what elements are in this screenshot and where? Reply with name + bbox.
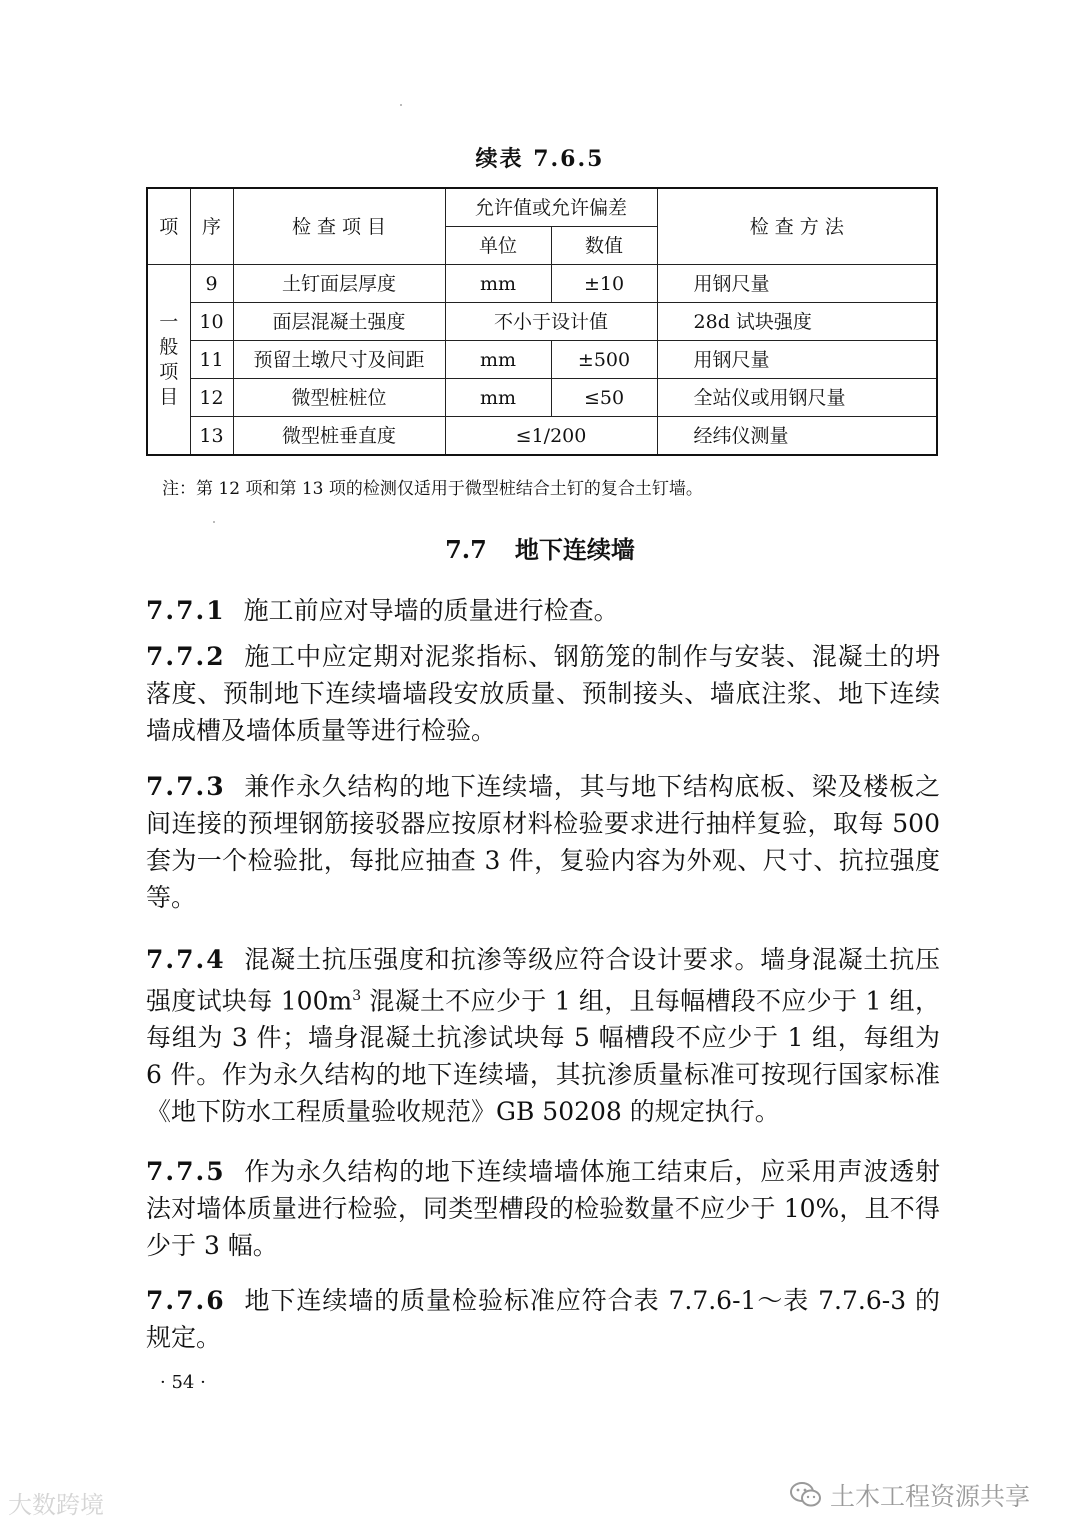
watermark-text: 土木工程资源共享 — [830, 1482, 1031, 1511]
table-title: 续表 7.6.5 — [475, 146, 605, 172]
wechat-icon — [790, 1481, 822, 1509]
table-note: 注：第 12 项和第 13 项的检测仅适用于微型桩结合土钉的复合土钉墙。 — [162, 479, 703, 499]
clause-paragraph — [146, 1153, 940, 1264]
header-allowed: 允许值或允许偏差 — [445, 188, 657, 227]
row-unit: mm — [445, 379, 551, 417]
header-unit: 单位 — [445, 227, 551, 265]
clause-paragraph — [146, 1282, 940, 1356]
clause-text: 作为永久结构的地下连续墙墙体施工结束后，应采用声波透射法对墙体质量进行检验，同类型槽段的检验数量不应少于 10%，且不得少于 3 幅。 — [146, 1157, 940, 1260]
clause-text-b: 混凝土不应少于 1 组，且每幅槽段不应少于 1 组，每组为 3 件；墙身混凝土抗渗试块每 5 幅槽段不应少于 1 组，每组为 6 件。作为永久结构的地下连续墙，其抗渗质量标准可按现行国家标准《地下防水工程质量验收规范》GB 50208 的规定执行。 — [146, 986, 940, 1127]
row-item: 预留土墩尺寸及间距 — [233, 341, 445, 379]
clause-text: 兼作永久结构的地下连续墙，其与地下结构底板、梁及楼板之间连接的预埋钢筋接驳器应按原材料检验要求进行抽样复验，取每 500 套为一个检验批，每批应抽查 3 件，复验内容为外观、尺寸、抗拉强度等。 — [146, 772, 940, 912]
row-seq: 9 — [190, 265, 233, 303]
row-unit: mm — [445, 265, 551, 303]
clause-text: 施工中应定期对泥浆指标、钢筋笼的制作与安装、混凝土的坍落度、预制地下连续墙墙段安放质量、预制接头、墙底注浆、地下连续墙成槽及墙体质量等进行检验。 — [146, 642, 940, 745]
inspection-table — [146, 187, 938, 456]
clause-number: 7.7.6 — [146, 1286, 226, 1315]
row-value: ≤50 — [551, 379, 657, 417]
group-label: 一 般 项 目 — [147, 265, 190, 456]
clause-number: 7.7.4 — [146, 945, 226, 974]
clause-number: 7.7.2 — [146, 642, 226, 671]
scan-speck — [213, 521, 215, 523]
table-row — [147, 265, 937, 303]
clause-paragraph — [146, 638, 940, 749]
table-row — [147, 417, 937, 456]
row-seq: 10 — [190, 303, 233, 341]
row-method: 全站仪或用钢尺量 — [657, 379, 937, 417]
clause-number: 7.7.5 — [146, 1157, 226, 1186]
row-unit: mm — [445, 341, 551, 379]
row-merged-value: ≤1/200 — [445, 417, 657, 456]
superscript: 3 — [352, 988, 362, 1004]
header-method: 检 查 方 法 — [657, 188, 937, 265]
header-value: 数值 — [551, 227, 657, 265]
row-value: ±500 — [551, 341, 657, 379]
row-method: 经纬仪测量 — [657, 417, 937, 456]
table-row — [147, 303, 937, 341]
section-title: 地下连续墙 — [514, 535, 635, 564]
clause-text-a: 混凝土抗压强度和抗渗等级应符合设计要求。墙身混凝土抗压强度试块每 100m — [146, 945, 940, 1016]
row-item: 土钉面层厚度 — [233, 265, 445, 303]
header-check-item: 检 查 项 目 — [233, 188, 445, 265]
watermark-left: 大数跨境 — [8, 1491, 104, 1519]
clause-paragraph — [146, 768, 940, 916]
row-method: 用钢尺量 — [657, 341, 937, 379]
row-seq: 13 — [190, 417, 233, 456]
row-method: 28d 试块强度 — [657, 303, 937, 341]
row-method: 用钢尺量 — [657, 265, 937, 303]
table-row — [147, 379, 937, 417]
clause-number: 7.7.3 — [146, 772, 226, 801]
row-item: 微型桩垂直度 — [233, 417, 445, 456]
clause-number: 7.7.1 — [146, 596, 226, 625]
clause-text: 施工前应对导墙的质量进行检查。 — [243, 596, 619, 625]
page-number: · 54 · — [160, 1372, 206, 1393]
row-merged-value: 不小于设计值 — [445, 303, 657, 341]
scan-speck — [400, 104, 402, 106]
header-item: 项 — [147, 188, 190, 265]
clause-text: 地下连续墙的质量检验标准应符合表 7.7.6-1～表 7.7.6-3 的规定。 — [146, 1286, 940, 1352]
clause-paragraph — [146, 592, 940, 629]
row-item: 微型桩桩位 — [233, 379, 445, 417]
clause-paragraph — [146, 941, 940, 1130]
header-seq: 序 — [190, 188, 233, 265]
watermark-right — [790, 1477, 1030, 1513]
row-seq: 12 — [190, 379, 233, 417]
table-row — [147, 341, 937, 379]
section-heading — [0, 530, 1080, 565]
row-value: ±10 — [551, 265, 657, 303]
section-number: 7.7 — [445, 535, 487, 564]
row-item: 面层混凝土强度 — [233, 303, 445, 341]
row-seq: 11 — [190, 341, 233, 379]
